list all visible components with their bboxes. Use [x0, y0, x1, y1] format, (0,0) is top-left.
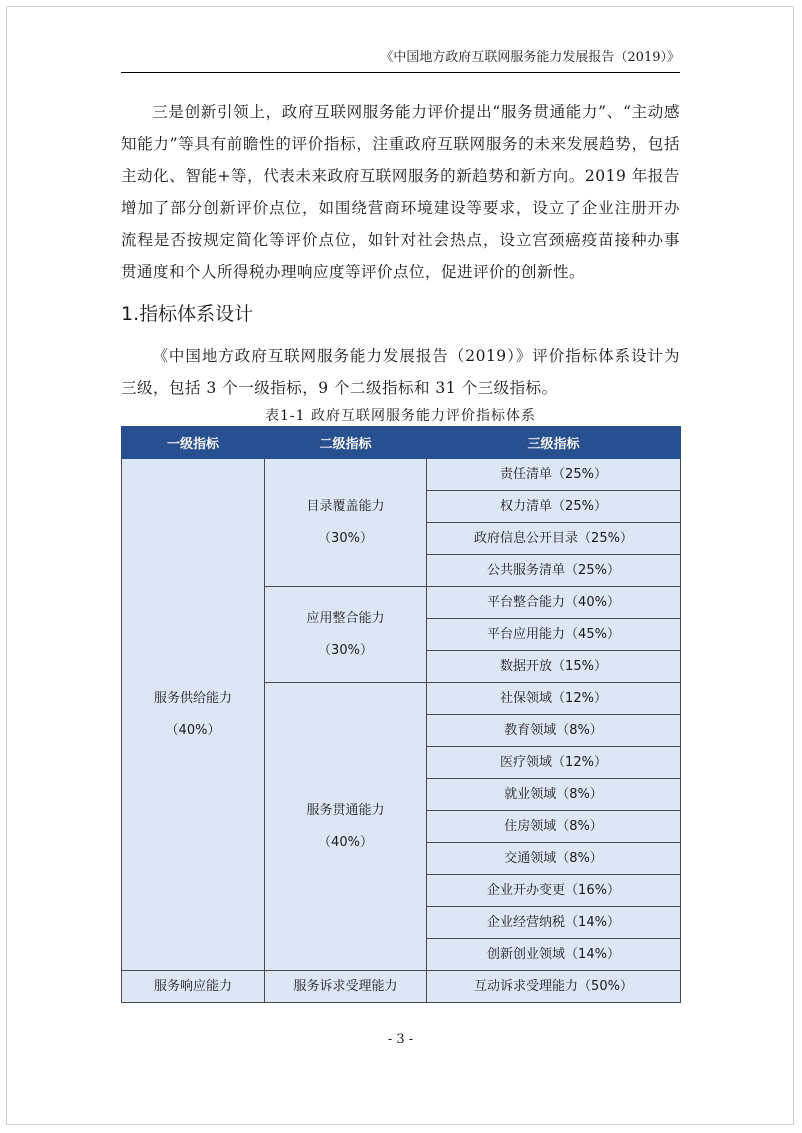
- level2-name: 服务贯通能力: [306, 802, 385, 818]
- table-row: [122, 971, 681, 1003]
- paragraph-index-system: [121, 340, 680, 404]
- level3-cell: 数据开放（15%）: [427, 651, 681, 683]
- level2-cell-connectivity: [265, 683, 427, 971]
- paragraph-2-text: 《中国地方政府互联网服务能力发展报告（2019）》评价指标体系设计为三级，包括 3 个一级指标，9 个二级指标和 31 个三级指标。: [121, 347, 680, 397]
- section-heading: 1.指标体系设计: [121, 303, 254, 325]
- index-system-table: [121, 426, 681, 1003]
- level3-cell: 平台应用能力（45%）: [427, 619, 681, 651]
- page-number: - 3 -: [387, 1032, 414, 1047]
- level2-weight: （30%）: [318, 530, 373, 546]
- level3-cell: 企业经营纳税（14%）: [427, 907, 681, 939]
- level2-name: 应用整合能力: [306, 610, 385, 626]
- table-caption: 表1-1 政府互联网服务能力评价指标体系: [265, 408, 536, 424]
- header-level3: 三级指标: [427, 427, 681, 459]
- level3-cell: 责任清单（25%）: [427, 459, 681, 491]
- table-header-row: [122, 427, 681, 459]
- level2-weight: （40%）: [318, 834, 373, 850]
- paragraph-innovation: [121, 96, 680, 288]
- level1-name: 服务供给能力: [153, 690, 232, 706]
- level3-cell: 政府信息公开目录（25%）: [427, 523, 681, 555]
- level3-cell: 就业领域（8%）: [427, 779, 681, 811]
- level3-cell: 平台整合能力（40%）: [427, 587, 681, 619]
- level1-weight: （40%）: [165, 722, 221, 738]
- level3-cell: 社保领域（12%）: [427, 683, 681, 715]
- level2-name: 目录覆盖能力: [306, 498, 385, 514]
- level3-cell: 教育领域（8%）: [427, 715, 681, 747]
- level2-cell-integration: [265, 587, 427, 683]
- level3-cell: 公共服务清单（25%）: [427, 555, 681, 587]
- level1-cell-supply: [122, 459, 265, 971]
- running-header: 《中国地方政府互联网服务能力发展报告（2019）》: [380, 50, 680, 65]
- level3-cell: 创新创业领域（14%）: [427, 939, 681, 971]
- level3-cell: 交通领域（8%）: [427, 843, 681, 875]
- paragraph-1-text: 三是创新引领上，政府互联网服务能力评价提出“服务贯通能力”、“主动感知能力”等具有前瞻性的评价指标，注重政府互联网服务的未来发展趋势，包括主动化、智能+等，代表未来政府互联网服务的新趋势和新方向。2019 年报告增加了部分创新评价点位，如围绕营商环境建设等要求，设立了企业注册开办流程是否按规定简化等评价点位，如针对社会热点，设立宫颈癌疫苗接种办事贯通度和个人所得税办理响应度等评价点位，促进评价的创新性。: [121, 103, 680, 281]
- header-level2: 二级指标: [265, 427, 427, 459]
- level2-weight: （30%）: [318, 642, 373, 658]
- level3-cell: 住房领域（8%）: [427, 811, 681, 843]
- level3-cell: 互动诉求受理能力（50%）: [427, 971, 681, 1003]
- level3-cell: 医疗领域（12%）: [427, 747, 681, 779]
- level2-cell-appeal: 服务诉求受理能力: [265, 971, 427, 1003]
- level3-cell: 权力清单（25%）: [427, 491, 681, 523]
- header-level1: 一级指标: [122, 427, 265, 459]
- header-rule: [121, 72, 680, 73]
- level1-cell-response: 服务响应能力: [122, 971, 265, 1003]
- level2-cell-catalog: [265, 459, 427, 587]
- table-row: [122, 459, 681, 491]
- level3-cell: 企业开办变更（16%）: [427, 875, 681, 907]
